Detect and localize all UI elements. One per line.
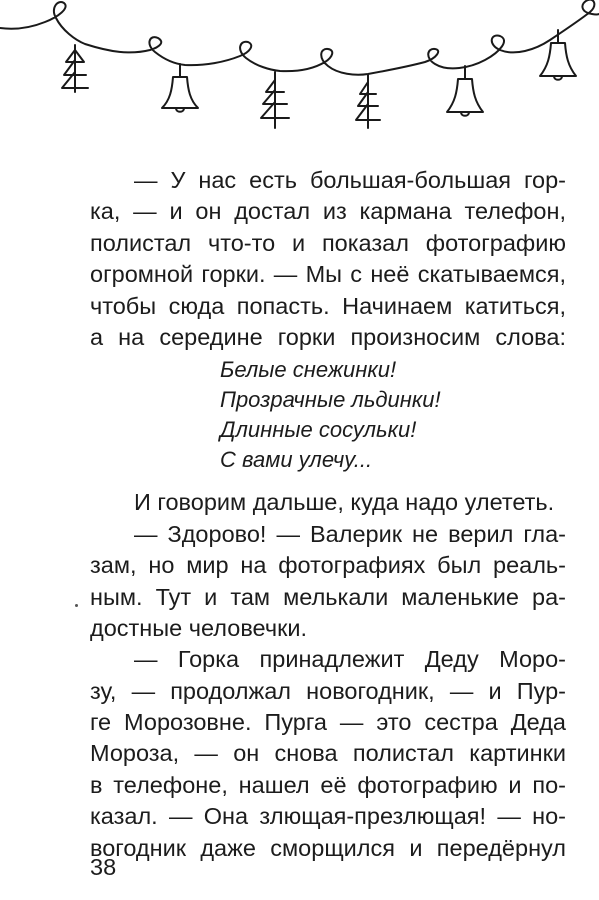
poem-line: Длинные сосульки! <box>220 417 417 443</box>
text-line: а на середине горки произносим слова: <box>90 323 566 350</box>
poem-line: Белые снежинки! <box>220 357 397 383</box>
text-line: огромной горки. — Мы с неё скатываемся, <box>90 261 566 288</box>
text-line: — Здорово! — Валерик не верил гла- <box>134 520 566 547</box>
text-line: ге Морозовне. Пурга — это сестра Деда <box>90 709 566 736</box>
text-line: зу, — продолжал новогодник, — и Пур- <box>90 677 566 704</box>
text-line: ка, — и он достал из кармана телефон, <box>90 198 566 225</box>
bell-ornament-1 <box>162 64 198 112</box>
poem-line: С вами улечу... <box>220 447 373 473</box>
text-line: И говорим дальше, куда надо улететь. <box>134 489 555 516</box>
text-line: ным. Тут и там мелькали маленькие ра- <box>90 583 566 610</box>
paper-speck <box>75 604 78 607</box>
poem-line: Прозрачные льдинки! <box>220 387 441 413</box>
text-line: чтобы сюда попасть. Начинаем катиться, <box>90 292 566 319</box>
text-line: зам, но мир на фотографиях был реаль- <box>90 552 566 579</box>
bell-ornament-3 <box>540 30 576 80</box>
poem <box>90 355 566 475</box>
text-line: полистал что-то и показал фотографию <box>90 229 566 256</box>
text-line: вогодник даже сморщился и передёрнул <box>90 834 566 861</box>
text-line: Мороза, — он снова полистал картинки <box>90 740 566 767</box>
text-line: казал. — Она злющая-презлющая! — но- <box>90 803 566 830</box>
tree-ornament-3 <box>356 75 380 128</box>
garland-string <box>0 0 599 75</box>
bell-ornament-2 <box>447 66 483 116</box>
text-line: — Горка принадлежит Деду Моро- <box>134 646 566 673</box>
text-line: достные человечки. <box>90 614 308 641</box>
text-line: — У нас есть большая-большая гор- <box>134 167 566 193</box>
tree-ornament-1 <box>62 45 88 92</box>
tree-ornament-2 <box>261 72 289 128</box>
garland-decoration-icon <box>0 0 599 145</box>
body-text <box>90 165 566 864</box>
page-number: 38 <box>90 854 117 880</box>
text-line: в телефоне, нашел её фотографию и по- <box>90 771 566 798</box>
